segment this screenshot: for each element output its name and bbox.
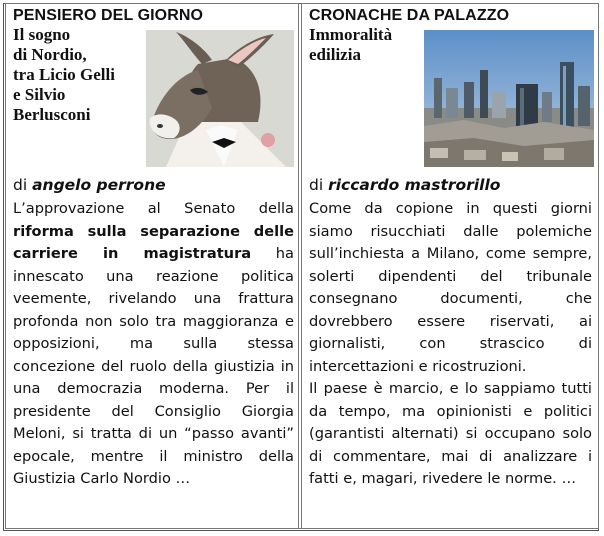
headline-line[interactable]: edilizia [309,45,361,64]
article-card-right[interactable] [301,3,599,529]
author-link[interactable]: riccardo mastrorillo [328,176,501,194]
excerpt-paragraph: Il paese è marcio, e lo sappiamo tutti da tempo, ma opinionisti e politici (garantisti alternati) si occupano solo di commentare, mai di analizzare i fatti e, magari, rivedere le norme. … [309,380,592,487]
article-headline[interactable] [309,25,392,65]
article-card-left[interactable] [5,3,299,529]
excerpt-paragraph: Come da copione in questi giorni siamo risucchiati dalle polemiche sull’inchiesta a Milano, come sempre, solerti dipendenti del tribunale consegnano documenti, che dovrebbero essere riservati, ai giornalisti, con strascico di intercettazioni e ricostruzioni. [309,200,592,375]
author-link[interactable]: angelo perrone [32,176,166,194]
article-byline [309,176,500,194]
excerpt-text: L’approvazione al Senato della [13,200,294,217]
excerpt-bold-link[interactable]: riforma sulla separazione delle carriere in magistratura [13,222,294,262]
headline-line[interactable]: Berlusconi [13,105,91,124]
excerpt-paragraph [13,198,294,491]
section-kicker: PENSIERO DEL GIORNO [13,7,204,24]
headline-line[interactable]: Immoralità [309,25,393,44]
article-excerpt [13,198,294,491]
headline-line[interactable]: e Silvio [13,85,66,104]
city-skyline-image[interactable] [424,30,594,167]
excerpt-text: ha innescato una reazione politica veemente, rivelando una frattura profonda non solo tra maggioranza e opposizioni, ma sulla stessa concezione del ruolo della giustizia in una democrazia moderna. Per il presidente del Consiglio Giorgia Meloni, si tratta di un “passo avanti” epocale, mentre il ministro della Giustizia Carlo Nordio … [13,245,294,487]
article-excerpt [309,198,592,491]
byline-prefix: di [13,176,33,194]
headline-line[interactable]: tra Licio Gelli [13,65,115,84]
donkey-tuxedo-image[interactable] [146,30,294,167]
divider [5,528,599,529]
article-headline[interactable] [13,25,115,125]
article-byline [13,176,166,194]
headline-line[interactable]: Il sogno [13,25,71,44]
section-kicker: CRONACHE DA PALAZZO [309,7,510,24]
headline-line[interactable]: di Nordio, [13,45,87,64]
byline-prefix: di [309,176,329,194]
